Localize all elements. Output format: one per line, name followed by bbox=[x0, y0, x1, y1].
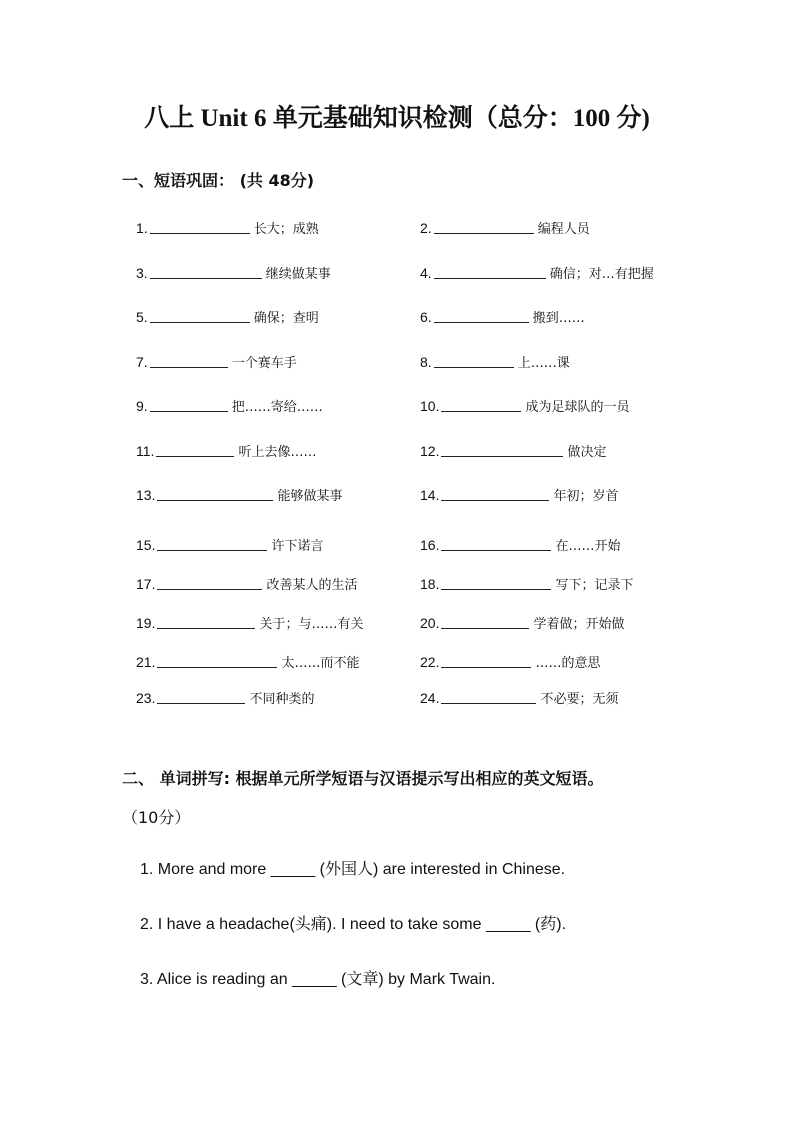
answer-blank[interactable] bbox=[434, 353, 514, 368]
answer-blank[interactable] bbox=[434, 219, 534, 234]
chinese-hint: 不同种类的 bbox=[249, 692, 315, 707]
item-number: 16. bbox=[420, 537, 440, 553]
answer-blank[interactable] bbox=[441, 536, 551, 551]
item-number: 21. bbox=[136, 654, 156, 670]
answer-blank[interactable] bbox=[441, 614, 529, 629]
item-number: 6. bbox=[420, 309, 432, 325]
chinese-hint: 许下诺言 bbox=[271, 539, 324, 554]
answer-blank[interactable] bbox=[150, 264, 262, 279]
answer-blank[interactable] bbox=[150, 353, 228, 368]
item-number: 22. bbox=[420, 654, 440, 670]
chinese-hint: 继续做某事 bbox=[265, 267, 331, 282]
item-number: 10. bbox=[420, 398, 440, 414]
phrase-item bbox=[420, 574, 633, 593]
phrase-item bbox=[420, 485, 618, 504]
item-number: 15. bbox=[136, 537, 156, 553]
phrase-item bbox=[136, 263, 331, 282]
answer-blank[interactable] bbox=[441, 442, 563, 457]
phrase-item bbox=[420, 352, 570, 371]
chinese-hint: 一个赛车手 bbox=[231, 356, 297, 371]
phrase-item bbox=[136, 613, 363, 632]
answer-blank[interactable] bbox=[157, 689, 245, 704]
chinese-hint: 确信；对…有把握 bbox=[549, 267, 654, 282]
chinese-hint: 写下；记录下 bbox=[555, 578, 634, 593]
sentence-2: 2. I have a headache(头痛). I need to take some _____ (药). bbox=[140, 916, 567, 933]
chinese-hint: 关于；与……有关 bbox=[259, 617, 364, 632]
phrase-item bbox=[420, 688, 618, 707]
chinese-hint: ……的意思 bbox=[535, 656, 601, 671]
answer-blank[interactable] bbox=[441, 689, 536, 704]
chinese-hint: 确保；查明 bbox=[253, 311, 319, 326]
sentence-1: 1. More and more _____ (外国人) are interested in Chinese. bbox=[140, 861, 566, 878]
item-number: 14. bbox=[420, 487, 440, 503]
item-number: 4. bbox=[420, 265, 432, 281]
answer-blank[interactable] bbox=[441, 397, 521, 412]
item-number: 2. bbox=[420, 220, 432, 236]
chinese-hint: 编程人员 bbox=[537, 222, 590, 237]
chinese-hint: 做决定 bbox=[567, 445, 607, 460]
phrase-item bbox=[420, 535, 620, 554]
phrase-item bbox=[136, 574, 357, 593]
section2-points: （10分） bbox=[122, 808, 191, 827]
chinese-hint: 搬到…… bbox=[532, 311, 585, 326]
phrase-item bbox=[136, 485, 342, 504]
phrase-item bbox=[136, 396, 323, 415]
answer-blank[interactable] bbox=[150, 219, 250, 234]
sentence-3: 3. Alice is reading an _____ (文章) by Mark Twain. bbox=[140, 971, 496, 988]
answer-blank[interactable] bbox=[157, 614, 255, 629]
phrase-item bbox=[136, 218, 319, 237]
answer-blank[interactable] bbox=[157, 653, 277, 668]
chinese-hint: 上……课 bbox=[517, 356, 570, 371]
chinese-hint: 年初；岁首 bbox=[553, 489, 619, 504]
item-number: 13. bbox=[136, 487, 156, 503]
answer-blank[interactable] bbox=[441, 486, 549, 501]
chinese-hint: 不必要；无须 bbox=[540, 692, 619, 707]
phrase-item bbox=[420, 218, 590, 237]
chinese-hint: 能够做某事 bbox=[277, 489, 343, 504]
item-number: 5. bbox=[136, 309, 148, 325]
answer-blank[interactable] bbox=[150, 308, 250, 323]
phrase-item bbox=[420, 396, 629, 415]
answer-blank[interactable] bbox=[441, 575, 551, 590]
section2-heading: 二、 单词拼写: 根据单元所学短语与汉语提示写出相应的英文短语。 bbox=[122, 769, 604, 788]
phrase-item bbox=[136, 307, 319, 326]
chinese-hint: 长大；成熟 bbox=[253, 222, 319, 237]
phrase-item bbox=[420, 441, 606, 460]
item-number: 19. bbox=[136, 615, 156, 631]
answer-blank[interactable] bbox=[434, 264, 546, 279]
chinese-hint: 听上去像…… bbox=[238, 445, 317, 460]
phrase-item bbox=[420, 652, 600, 671]
page-title: 八上 Unit 6 单元基础知识检测（总分：100 分) bbox=[144, 105, 650, 132]
answer-blank[interactable] bbox=[156, 442, 234, 457]
section1-heading: 一、短语巩固： (共 48分) bbox=[122, 171, 315, 190]
item-number: 20. bbox=[420, 615, 440, 631]
chinese-hint: 学着做；开始做 bbox=[533, 617, 625, 632]
item-number: 9. bbox=[136, 398, 148, 414]
item-number: 23. bbox=[136, 690, 156, 706]
answer-blank[interactable] bbox=[434, 308, 529, 323]
item-number: 24. bbox=[420, 690, 440, 706]
answer-blank[interactable] bbox=[150, 397, 228, 412]
chinese-hint: 在……开始 bbox=[555, 539, 621, 554]
answer-blank[interactable] bbox=[157, 536, 267, 551]
answer-blank[interactable] bbox=[157, 575, 262, 590]
phrase-item bbox=[420, 613, 624, 632]
phrase-item bbox=[136, 441, 316, 460]
answer-blank[interactable] bbox=[441, 653, 531, 668]
phrase-item bbox=[136, 688, 314, 707]
item-number: 7. bbox=[136, 354, 148, 370]
item-number: 11. bbox=[136, 443, 155, 459]
phrase-item bbox=[136, 652, 359, 671]
item-number: 3. bbox=[136, 265, 148, 281]
phrase-item bbox=[420, 263, 654, 282]
chinese-hint: 太……而不能 bbox=[281, 656, 360, 671]
item-number: 1. bbox=[136, 220, 148, 236]
answer-blank[interactable] bbox=[157, 486, 273, 501]
item-number: 18. bbox=[420, 576, 440, 592]
chinese-hint: 成为足球队的一员 bbox=[525, 400, 630, 415]
phrase-item bbox=[420, 307, 585, 326]
chinese-hint: 把……寄给…… bbox=[231, 400, 323, 415]
item-number: 12. bbox=[420, 443, 440, 459]
phrase-item bbox=[136, 535, 323, 554]
phrase-item bbox=[136, 352, 297, 371]
item-number: 8. bbox=[420, 354, 432, 370]
item-number: 17. bbox=[136, 576, 156, 592]
chinese-hint: 改善某人的生活 bbox=[266, 578, 358, 593]
